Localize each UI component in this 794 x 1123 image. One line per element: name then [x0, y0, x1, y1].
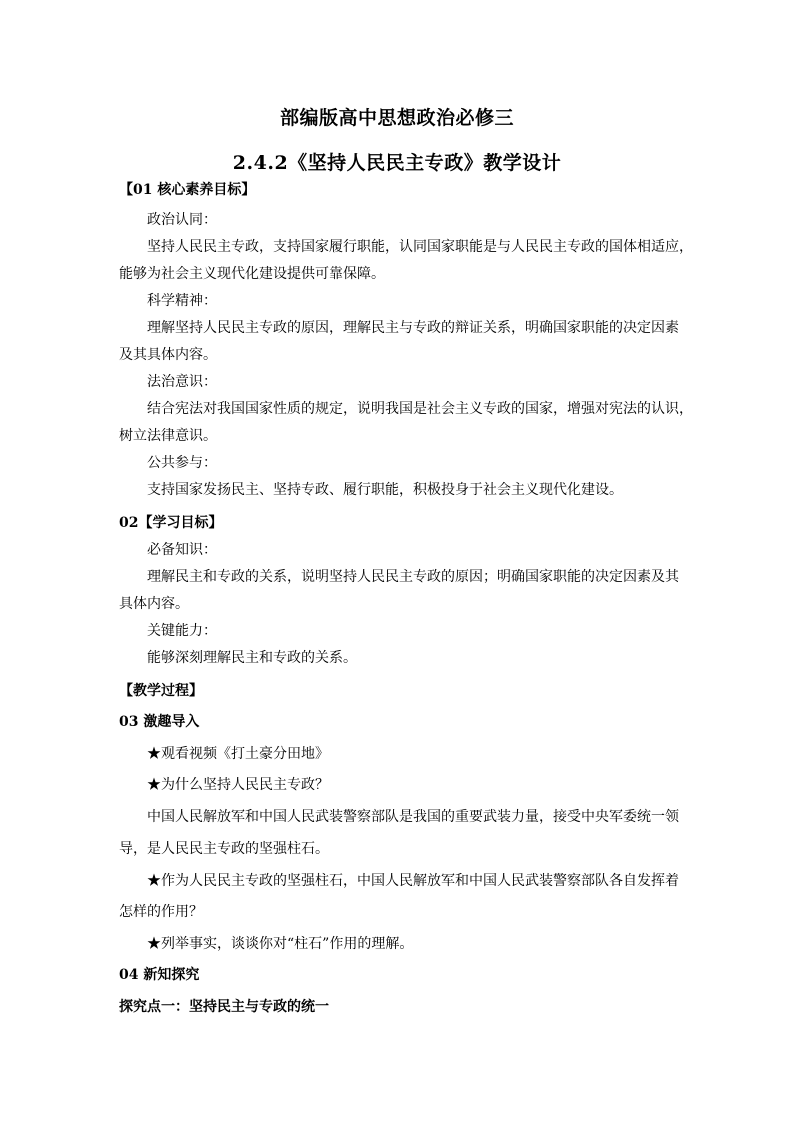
core-science-text-2: 及其具体内容。 [119, 347, 217, 363]
intro-para-1-line-1: 中国人民解放军和中国人民武装警察部队是我国的重要武装力量，接受中央军委统一领 [147, 809, 679, 825]
document-title: 部编版高中思想政治必修三 [279, 107, 514, 129]
learning-ability-label: 关键能力： [147, 623, 217, 639]
explore-point-1: 探究点一：坚持民主与专政的统一 [119, 999, 329, 1015]
core-science-label: 科学精神： [147, 293, 217, 309]
core-political-text-1: 坚持人民民主专政，支持国家履行职能，认同国家职能是与人民民主专政的国体相适应， [147, 239, 693, 255]
core-public-text-1: 支持国家发扬民主、坚持专政、履行职能，积极投身于社会主义现代化建设。 [147, 482, 623, 498]
learning-knowledge-label: 必备知识： [147, 542, 217, 558]
learning-knowledge-text-1: 理解民主和专政的关系，说明坚持人民民主专政的原因；明确国家职能的决定因素及其 [147, 569, 679, 585]
intro-item-4: ★列举事实，谈谈你对“柱石”作用的理解。 [147, 936, 414, 952]
section-heading-core: 【01 核心素养目标】 [119, 182, 256, 198]
learning-ability-text-1: 能够深刻理解民主和专政的关系。 [147, 650, 357, 666]
core-law-text-2: 树立法律意识。 [119, 428, 217, 444]
core-political-label: 政治认同： [147, 212, 217, 228]
document-subtitle: 2.4.2《坚持人民民主专政》教学设计 [232, 152, 562, 174]
section-heading-intro: 03 激趣导入 [119, 714, 200, 730]
learning-knowledge-text-2: 具体内容。 [119, 596, 189, 612]
core-science-text-1: 理解坚持人民民主专政的原因，理解民主与专政的辩证关系，明确国家职能的决定因素 [147, 320, 679, 336]
section-heading-process: 【教学过程】 [119, 683, 203, 699]
intro-para-1-line-2: 导，是人民民主专政的坚强柱石。 [119, 841, 329, 857]
core-public-label: 公共参与： [147, 455, 217, 471]
core-law-text-1: 结合宪法对我国国家性质的规定，说明我国是社会主义专政的国家，增强对宪法的认识， [147, 401, 693, 417]
section-heading-explore: 04 新知探究 [119, 967, 200, 983]
intro-item-1: ★观看视频《打土豪分田地》 [147, 746, 329, 762]
intro-item-2: ★为什么坚持人民民主专政？ [147, 777, 329, 793]
intro-item-3-line-1: ★作为人民民主专政的坚强柱石，中国人民解放军和中国人民武装警察部队各自发挥着 [147, 873, 679, 889]
core-political-text-2: 能够为社会主义现代化建设提供可靠保障。 [119, 266, 385, 282]
intro-item-3-line-2: 怎样的作用？ [119, 904, 203, 920]
section-heading-learning: 02【学习目标】 [119, 515, 223, 531]
core-law-label: 法治意识： [147, 374, 217, 390]
